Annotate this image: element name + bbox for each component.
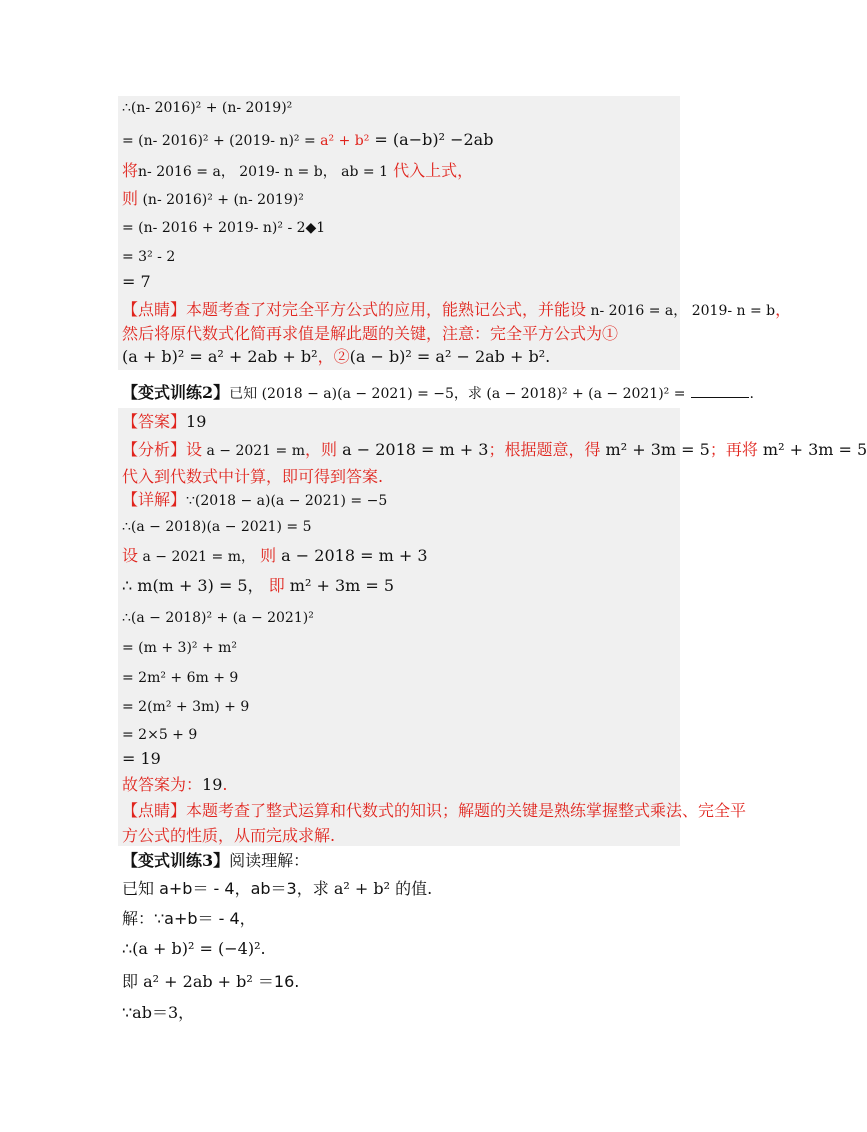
b1-line-2-c: = (a−b)² −2ab (369, 130, 494, 149)
b2-analysis-1 (122, 440, 867, 461)
b1-dianjing-1-a: 【点睛】本题考查了对完全平方公式的应用，能熟记公式，并能设 (122, 300, 587, 319)
b1-line-4 (122, 189, 304, 210)
b1-line-3 (122, 161, 473, 182)
b2-fx-h: m² + 3m = 5 (757, 440, 867, 459)
b2-detail-10: = 19 (122, 749, 161, 768)
b2-detail-4 (122, 576, 394, 596)
b2-dianjing-1: 【点睛】本题考查了整式运算和代数式的知识；解题的关键是熟练掌握整式乘法、完全平 (122, 801, 747, 820)
b2-answer (122, 412, 206, 432)
b2-detail-7: = 2m² + 6m + 9 (122, 670, 239, 686)
q3-line-3: ∴(a + b)² = (−4)². (122, 939, 266, 958)
question-3-title: 阅读理解： (229, 851, 310, 870)
question-2 (122, 383, 754, 404)
b1-formula-1: (a + b)² = a² + 2ab + b² (122, 347, 318, 366)
q3-line-1 (122, 879, 432, 899)
b2-detail-2: ∴(a − 2018)(a − 2021) = 5 (122, 519, 312, 535)
b1-dianjing-1 (122, 300, 791, 321)
b1-formula-end: . (545, 347, 551, 366)
b1-line-2-a: = (n- 2016)² + (2019- n)² = (122, 133, 321, 149)
b2-answer-label: 【答案】 (122, 412, 187, 431)
b2-detail-4-b: 即 (263, 576, 285, 595)
b2-detail-6: = (m + 3)² + m² (122, 640, 238, 656)
b1-dianjing-1-c: ， (775, 300, 792, 319)
b2-detail-3-a: 设 (122, 546, 139, 565)
question-2-text: 已知 (2018 − a)(a − 2021) = −5，求 (a − 2018)² + (a − 2021)² = (229, 386, 686, 402)
b2-detail-8: = 2(m² + 3m) + 9 (122, 699, 250, 715)
b2-fx-e: ；根据题意，得 (488, 440, 601, 459)
b2-detail-4-c: m² + 3m = 5 (284, 576, 395, 595)
b1-line-4-a: 则 (122, 189, 139, 208)
b2-detail-label: 【详解】 (122, 490, 187, 509)
q3-line-5: ∵ab＝3， (122, 1003, 195, 1022)
b1-line-3-b: n- 2016 = a， 2019- n = b， ab = 1 (138, 164, 388, 180)
b1-line-5: = (n- 2016 + 2019- n)² - 2◆1 (122, 220, 326, 236)
b2-detail-3 (122, 546, 428, 567)
q3-line-4-c: ＝16. (257, 972, 300, 991)
b2-fx-c: ，则 (304, 440, 337, 459)
b2-detail-3-c: 则 (254, 546, 277, 565)
b1-line-3-c: 代入上式， (388, 161, 474, 180)
b1-line-4-b: (n- 2016)² + (n- 2019)² (138, 192, 304, 208)
b2-conclusion-b: 19 (202, 775, 223, 794)
b2-fx-b: a − 2021 = m (202, 443, 305, 459)
q3-line-1-a: 已知 a+b＝ - 4，ab＝3，求 (122, 879, 329, 898)
b2-dianjing-2: 方公式的性质，从而完成求解. (122, 826, 336, 845)
question-3-header (122, 851, 309, 871)
b2-fx-g: ；再将 (709, 440, 758, 459)
b1-dianjing-1-b: n- 2016 = a， 2019- n = b (586, 303, 776, 319)
b2-detail-3-d: a − 2018 = m + 3 (276, 546, 428, 565)
b2-answer-value: 19 (186, 412, 207, 431)
b2-conclusion (122, 775, 227, 795)
q3-line-4 (122, 972, 299, 992)
question-3-label: 【变式训练3】 (122, 851, 230, 870)
b2-fx-a: 【分析】设 (122, 440, 203, 459)
question-2-end: . (749, 386, 754, 402)
question-2-label: 【变式训练2】 (122, 383, 230, 402)
b2-fx-d: a − 2018 = m + 3 (337, 440, 489, 459)
b2-conclusion-a: 故答案为： (122, 775, 203, 794)
b1-formula-2: (a − b)² = a² − 2ab + b² (349, 347, 546, 366)
b2-detail-1-text: ∵(2018 − a)(a − 2021) = −5 (186, 493, 388, 509)
b2-detail-9: = 2×5 + 9 (122, 727, 198, 743)
b1-line-6: = 3² - 2 (122, 249, 176, 265)
b2-detail-1 (122, 490, 387, 511)
b2-conclusion-c: . (222, 775, 228, 794)
q3-line-2: 解：∵a+b＝ - 4， (122, 909, 256, 928)
b2-detail-3-b: a − 2021 = m， (138, 549, 255, 565)
q3-line-1-b: a² + b² (328, 879, 396, 898)
q3-line-4-b: a² + 2ab + b² (138, 972, 258, 991)
b1-dianjing-3 (122, 347, 550, 367)
b2-analysis-2: 代入到代数式中计算，即可得到答案. (122, 467, 384, 486)
b1-line-1: ∴(n- 2016)² + (n- 2019)² (122, 100, 293, 116)
b1-line-2-b: a² + b² (320, 133, 370, 149)
q3-line-4-a: 即 (122, 972, 139, 991)
b1-line-2 (122, 130, 493, 151)
b1-dianjing-2: 然后将原代数式化简再求值是解此题的关键，注意：完全平方公式为① (122, 324, 619, 343)
b1-line-3-a: 将 (122, 161, 139, 180)
b2-detail-5: ∴(a − 2018)² + (a − 2021)² (122, 610, 314, 626)
b1-formula-sep: ，② (317, 347, 350, 366)
q3-line-1-c: 的值. (395, 879, 433, 898)
b2-detail-4-a: ∴ m(m + 3) = 5， (122, 576, 264, 595)
answer-blank (691, 383, 749, 398)
b2-fx-f: m² + 3m = 5 (600, 440, 710, 459)
b1-line-7: = 7 (122, 272, 151, 291)
